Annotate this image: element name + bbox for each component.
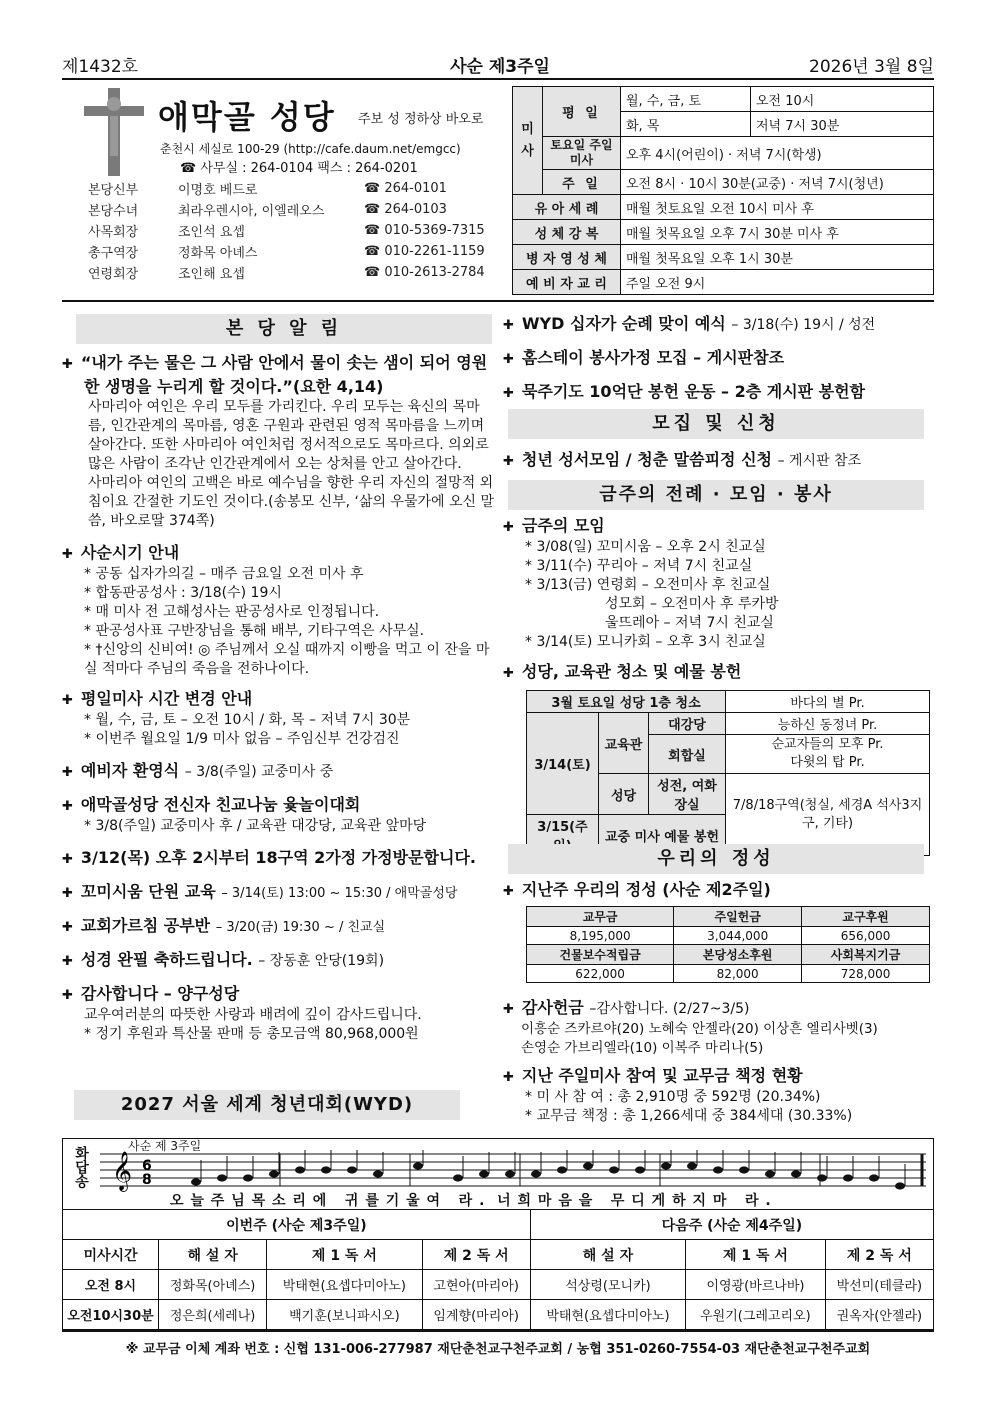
music-note <box>869 1174 879 1181</box>
cleaning-table: 3월 토요일 성당 1층 청소 바다의 별 Pr. 3/14(토) 교육관 대강당 능하신 동정녀 Pr. 회합실 순교자들의 모후 Pr. 다윗의 탑 Pr. 성당 성전, 여화장실 7/8/18구역(청실, 세경A 석사3지구, 기타) 3/15(주 교중 미사 예물 봉헌 <box>526 690 930 856</box>
music-note <box>243 1174 253 1181</box>
music-note <box>413 1162 423 1169</box>
offering-cell: 건물보수적립금 <box>527 945 674 965</box>
offering-cell: 교구후원 <box>802 907 930 927</box>
roster-name: 이영광(바르나바) <box>686 1270 826 1300</box>
music-note <box>531 1170 541 1177</box>
roster-name: 권옥자(안젤라) <box>825 1300 933 1330</box>
week-section <box>503 508 935 684</box>
roster-name: 백기훈(보니파시오) <box>267 1300 422 1330</box>
gift-line-2: 손영순 가브리엘라(10) 이복주 마리나(5) <box>521 1040 764 1056</box>
music-note <box>843 1174 853 1181</box>
roster-name: 정화목(아녜스) <box>159 1270 267 1300</box>
psalm-title: 사순 제 3주일 <box>128 1139 202 1153</box>
dues-line: * 교무금 책정 : 총 1,266세대 중 384세대 (30.33%) <box>503 1107 935 1126</box>
staff-name: 조인석 요셉 <box>178 225 245 240</box>
comitium-training: ✚ 꼬미시움 단원 교육 – 3/14(토) 13:00 ~ 15:30 / 애막골성당 <box>62 882 497 904</box>
staff-phone-number: 264-0103 <box>384 202 447 217</box>
cleaning-heading: ✚ 성당, 교육관 청소 및 예물 봉헌 <box>503 662 935 684</box>
mass-row-value: 주일 오전 9시 <box>621 270 934 295</box>
roster-name: 석상령(모니카) <box>530 1270 685 1300</box>
music-note <box>321 1166 331 1173</box>
staff-role: 본당수녀 <box>88 204 139 219</box>
meeting-item: * 3/14(토) 모니카회 – 오후 3시 친교실 <box>503 633 935 652</box>
notice-section <box>62 344 497 1044</box>
gospel-paragraph-2: 사마리아 여인의 고백은 바로 예수님을 향한 우리 자신의 절망적 외침이요 간절한 기도인 것이다.(송봉모 신부, ‘삶의 우물가에 오신 말씀, 바오로딸 374쪽) <box>88 475 495 529</box>
mass-row-label: 성 체 강 복 <box>513 220 621 245</box>
staff-row <box>86 178 502 199</box>
phone-icon: ☎ <box>364 223 385 238</box>
mass-row-label: 예 비 자 교 리 <box>513 270 621 295</box>
roster-time-header: 미사시간 <box>63 1240 159 1270</box>
week-title: 금주의 전례 · 모임 · 봉사 <box>508 480 924 510</box>
attendance-line: * 미 사 참 여 : 총 2,910명 중 592명 (20.34%) <box>503 1088 935 1107</box>
lent-item: * 공동 십자가의길 – 매주 금요일 오전 미사 후 <box>62 565 497 584</box>
church-name: 애막골 성당 <box>158 98 336 136</box>
staff-role: 총구역장 <box>88 246 139 261</box>
music-note <box>661 1162 671 1169</box>
staff-row <box>86 241 502 262</box>
offering-cell: 8,195,000 <box>527 927 674 945</box>
svg-text:𝄞: 𝄞 <box>112 1151 133 1191</box>
weekday-item: * 월, 수, 금, 토 – 오전 10시 / 화, 목 – 저녁 7시 30분 <box>62 711 497 730</box>
music-note <box>583 1162 593 1169</box>
music-note <box>609 1166 619 1173</box>
music-note <box>895 1182 905 1189</box>
staff-phone <box>362 262 502 283</box>
lent-item: * †신앙의 신비여! ◎ 주님께서 오실 때까지 이빵을 먹고 이 잔을 마실 적마다 주님의 죽음을 전하나이다. <box>62 641 497 679</box>
offering-cell: 사회복지기금 <box>802 945 930 965</box>
psalm-staff <box>100 1150 926 1194</box>
gospel-paragraph-1: 사마리아 여인은 우리 모두를 가리킨다. 우리 모두는 육신의 목마름, 인간관계의 목마름, 영혼 구원과 관련된 영적 목마름을 느끼며 살아간다. 또한 사마리아 여인처럼 정서적으로도 목마르다. 의외로 많은 사람이 조각난 인간관계에서 오는 상처를 안고 살아간다. <box>88 399 489 472</box>
music-note <box>269 1170 279 1177</box>
psalm-label: 화답송 <box>73 1146 89 1188</box>
phone-icon: ☎ <box>364 181 385 196</box>
mass-row <box>513 245 934 270</box>
roster-name: 우원기(그레고리오) <box>686 1300 826 1330</box>
roster-role-header: 제 1 독 서 <box>686 1240 826 1270</box>
meeting-item: 울뜨레아 – 저녁 7시 친교실 <box>605 615 774 631</box>
offering-cell: 728,000 <box>802 965 930 983</box>
bible-congrats: ✚ 성경 완필 축하드립니다. – 장동훈 안당(19회) <box>62 950 497 972</box>
issue-number: 제1432호 <box>62 57 139 77</box>
mass-row-value: 매월 첫목요일 오후 7시 30분 미사 후 <box>621 220 934 245</box>
issue-date: 2026년 3월 8일 <box>809 57 934 77</box>
lent-heading: ✚ 사순시기 안내 <box>62 543 497 565</box>
lent-item: * 합동판공성사 : 3/18(수) 19시 <box>62 584 497 603</box>
offering-heading: ✚ 지난주 우리의 정성 (사순 제2주일) <box>503 880 935 902</box>
meetings-heading: ✚ 금주의 모임 <box>503 516 935 538</box>
staff-name: 정화목 아녜스 <box>178 246 258 261</box>
staff-phone <box>362 199 502 220</box>
psalm-lyrics: 오 늘 주 님 목 소 리 에 귀 를 기 울 여 라 . 너 희 마 음 을 무 디 게 하 지 마 라 . <box>170 1193 772 1209</box>
lent-item: * 판공성사표 구반장님을 통해 배부, 기타구역은 사무실. <box>62 622 497 641</box>
svg-text:6: 6 <box>142 1158 152 1174</box>
gospel-quote: ✚ “내가 주는 물은 그 사람 안에서 물이 솟는 샘이 되어 영원한 생명을 누리게 할 것이다.”(요한 4,14) <box>62 352 497 398</box>
offering-cell: 656,000 <box>802 927 930 945</box>
music-note <box>765 1170 775 1177</box>
offering-cell: 교무금 <box>527 907 674 927</box>
music-note <box>295 1166 305 1173</box>
weekday-item: * 이번주 월요일 1/9 미사 없음 – 주임신부 건강검진 <box>62 730 497 749</box>
roster-name: 고현아(마리아) <box>422 1270 530 1300</box>
roster-role-header: 제 2 독 서 <box>422 1240 530 1270</box>
music-note <box>713 1166 723 1173</box>
right-top <box>503 310 935 404</box>
weekday-heading: ✚ 평일미사 시간 변경 안내 <box>62 689 497 711</box>
mass-row <box>513 220 934 245</box>
attendance-heading: ✚ 지난 주일미사 참여 및 교무금 책정 현황 <box>503 1066 935 1088</box>
music-note <box>453 1174 463 1181</box>
music-note <box>739 1166 749 1173</box>
liturgical-week: 사순 제3주일 <box>450 57 550 77</box>
staff-row <box>86 220 502 241</box>
roster-name: 박태현(요셉다미아노) <box>530 1300 685 1330</box>
gift-heading: ✚ 감사헌금 –감사합니다. (2/27~3/5) <box>503 998 935 1020</box>
staff-phone <box>362 178 502 199</box>
cross-logo <box>80 86 148 178</box>
thanks-paragraph: 교우여러분의 따뜻한 사랑과 배려에 깊이 감사드립니다. <box>84 1007 422 1023</box>
music-note <box>687 1162 697 1169</box>
staff-phone-number: 010-5369-7315 <box>384 223 485 238</box>
staff-row <box>86 199 502 220</box>
lent-item: * 매 미사 전 고해성사는 판공성사로 인정됩니다. <box>62 603 497 622</box>
staff-table <box>86 178 502 283</box>
music-note <box>479 1170 489 1177</box>
home-visit: ✚ 3/12(목) 오후 2시부터 18구역 2가정 가정방문합니다. <box>62 848 497 870</box>
staff-name: 이명호 베드로 <box>178 183 258 198</box>
meeting-item: * 3/11(수) 꾸리아 – 저녁 7시 친교실 <box>503 557 935 576</box>
yut-detail: * 3/8(주일) 교중미사 후 / 교육관 대강당, 교육관 앞마당 <box>62 817 497 836</box>
phone-icon: ☎ <box>364 265 385 280</box>
offering-cell: 82,000 <box>674 965 802 983</box>
recruit-title: 모집 및 신청 <box>508 409 924 439</box>
mass-row <box>513 195 934 220</box>
yut-heading: ✚ 애막골성당 전신자 친교나눔 윷놀이대회 <box>62 795 497 817</box>
recruit-section <box>503 442 935 472</box>
roster-time: 오전 8시 <box>63 1270 159 1300</box>
homestay: ✚ 홈스테이 봉사가정 모집 – 게시판참조 <box>503 348 935 370</box>
offering-table <box>526 906 930 983</box>
roster-name: 임계향(마리아) <box>422 1300 530 1330</box>
staff-phone-number: 010-2613-2784 <box>384 265 485 280</box>
thanks-total: * 정기 후원과 특산물 판매 등 총모금액 80,968,000원 <box>62 1025 497 1044</box>
study-class: ✚ 교회가르침 공부반 – 3/20(금) 19:30 ~ / 친교실 <box>62 916 497 938</box>
roster-name: 정은희(세레나) <box>159 1300 267 1330</box>
staff-phone <box>362 220 502 241</box>
gift-section <box>503 990 935 1126</box>
reader-roster: 이번주 (사순 제3주일) 다음주 (사순 제4주일) 미사시간 해 설 자 제 1 독 서 제 2 독 서 해 설 자 제 1 독 서 제 2 독 서 오전 8시 정화목(아녜스) 박태현(요셉다미아노) 고현아(마리아) 석상령(모니카) 이영광(바르나바) 박선미(테클라) 오전10시30분 정은희(세레나) 백기훈(보니파시오) 임계향(마리아) 박태현(요셉다미아노) 우원기(그레고리오) 권옥자(안젤라) <box>62 1209 934 1330</box>
music-note <box>557 1166 567 1173</box>
music-note <box>635 1166 645 1173</box>
recruit-item: ✚ 청년 성서모임 / 청춘 말씀피정 신청 – 게시판 참조 <box>503 450 935 472</box>
mass-schedule: 미 사 평 일 월, 수, 금, 토 오전 10시 화, 목 저녁 7시 30분 토요일 주일미사 오후 4시(어린이) · 저녁 7시(학생) 주 일 오전 8시 · 10시 30분(교중) · 저녁 7시(청년) 유 아 세 례 매월 첫토요일 오전 10시 미사 후 성 체 강 복 매월 첫목요일 오후 7시 30분 미사 후 병 자 영 성 체 매월 첫목요일 오후 1시 30분 예 비 자 교 리 주일 오전 9시 <box>512 86 934 295</box>
roster-row <box>63 1270 934 1300</box>
music-note <box>347 1166 357 1173</box>
staff-row <box>86 262 502 283</box>
music-note <box>791 1170 801 1177</box>
roster-time: 오전10시30분 <box>63 1300 159 1330</box>
notice-title: 본 당 알 림 <box>76 314 492 344</box>
offering-section <box>503 876 935 902</box>
offering-title: 우리의 정성 <box>508 844 924 874</box>
music-note <box>217 1174 227 1181</box>
account-footer: ※ 교무금 이체 계좌 번호 : 신협 131-006-277987 재단춘천교구천주교회 / 농협 351-0260-7554-03 재단춘천교구천주교회 <box>125 1342 871 1357</box>
music-note <box>373 1170 383 1177</box>
mass-row-label: 유 아 세 례 <box>513 195 621 220</box>
church-address: 춘천시 세실로 100-29 (http://cafe.daum.net/emgcc) <box>160 142 461 156</box>
roster-name: 박선미(테클라) <box>825 1270 933 1300</box>
wyd-cross: ✚ WYD 십자가 순례 맞이 예식 – 3/18(수) 19시 / 성전 <box>503 314 935 336</box>
offering-cell: 622,000 <box>527 965 674 983</box>
mass-row <box>513 270 934 295</box>
staff-phone <box>362 241 502 262</box>
svg-text:8: 8 <box>142 1172 152 1188</box>
roster-role-header: 해 설 자 <box>530 1240 685 1270</box>
wyd-title: 2027 서울 세계 청년대회(WYD) <box>74 1090 460 1120</box>
roster-role-header: 해 설 자 <box>159 1240 267 1270</box>
staff-role: 사목회장 <box>88 225 139 240</box>
music-note <box>505 1170 515 1177</box>
staff-role: 연령회장 <box>88 267 139 282</box>
mass-row-label: 병 자 영 성 체 <box>513 245 621 270</box>
staff-name: 조인해 요셉 <box>178 267 245 282</box>
roster-row <box>63 1300 934 1330</box>
roster-role-header: 제 2 독 서 <box>825 1240 933 1270</box>
staff-phone-number: 010-2261-1159 <box>384 244 485 259</box>
gift-line-1: 이흥순 즈카르야(20) 노혜숙 안젤라(20) 이상흔 엘리사벳(3) <box>521 1021 878 1037</box>
staff-name: 최라우렌시아, 이엘레오스 <box>178 204 325 219</box>
offering-cell: 주일헌금 <box>674 907 802 927</box>
roster-role-header: 제 1 독 서 <box>267 1240 422 1270</box>
church-patron: 주보 성 정하상 바오로 <box>358 112 484 127</box>
thanks-heading: ✚ 감사합니다 – 양구성당 <box>62 984 497 1006</box>
mass-row-value: 매월 첫토요일 오전 10시 미사 후 <box>621 195 934 220</box>
catechumen-item: ✚ 예비자 환영식 – 3/8(주일) 교중미사 중 <box>62 761 497 783</box>
meeting-item: * 3/08(일) 꼬미시움 – 오후 2시 친교실 <box>503 538 935 557</box>
offering-cell: 3,044,000 <box>674 927 802 945</box>
music-note <box>191 1178 201 1185</box>
church-contact: ☎ 사무실 : 264-0104 팩스 : 264-0201 <box>180 161 418 176</box>
rosary-campaign: ✚ 묵주기도 10억단 봉헌 운동 – 2층 게시판 봉헌함 <box>503 382 935 404</box>
phone-icon: ☎ <box>364 202 385 217</box>
roster-name: 박태현(요셉다미아노) <box>267 1270 422 1300</box>
phone-icon: ☎ <box>364 244 385 259</box>
meeting-item: * 3/13(금) 연령회 – 오전미사 후 친교실 <box>503 576 935 595</box>
staff-phone-number: 264-0101 <box>384 181 447 196</box>
offering-cell: 본당성소후원 <box>674 945 802 965</box>
meeting-item: 성모회 – 오전미사 후 루카방 <box>605 596 779 612</box>
mass-row-value: 매월 첫목요일 오후 1시 30분 <box>621 245 934 270</box>
music-note <box>817 1174 827 1181</box>
staff-role: 본당신부 <box>88 183 139 198</box>
